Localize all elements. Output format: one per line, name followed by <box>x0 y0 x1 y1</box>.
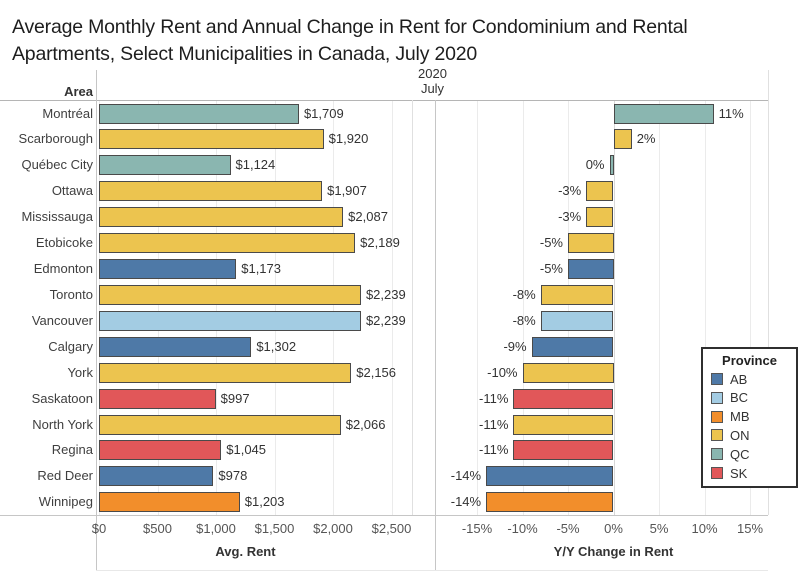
right-axis-title: Y/Y Change in Rent <box>553 544 674 559</box>
legend-swatch-sk <box>711 467 723 479</box>
row-label: Mississauga <box>21 209 93 225</box>
rent-value-label: $1,124 <box>235 157 276 173</box>
change-bar[interactable] <box>486 492 613 512</box>
legend-label: SK <box>730 465 748 481</box>
row-label: Vancouver <box>31 312 93 328</box>
change-value-label: -11% <box>479 416 509 432</box>
row-label: Edmonton <box>33 261 93 277</box>
rent-bar[interactable] <box>99 466 213 486</box>
rent-bar[interactable] <box>99 415 341 435</box>
legend-item-ab[interactable] <box>711 370 747 388</box>
row-label: York <box>67 364 93 380</box>
legend-item-on[interactable] <box>711 426 750 444</box>
row-label: Calgary <box>48 338 93 354</box>
left-axis-tick-label: $0 <box>91 521 107 536</box>
right-panel-gridline <box>477 100 478 515</box>
rent-value-label: $2,087 <box>348 209 388 225</box>
change-value-label: -5% <box>539 235 563 251</box>
row-label: Saskatoon <box>31 390 93 406</box>
change-value-label: -11% <box>479 442 509 458</box>
row-label: Québec City <box>21 157 93 173</box>
right-axis-tick-label: 0% <box>604 521 623 536</box>
legend-label: ON <box>730 427 750 443</box>
legend-swatch-bc <box>711 392 723 404</box>
legend-label: AB <box>730 371 748 387</box>
right-axis-tick-label: -10% <box>507 521 538 536</box>
rent-value-label: $1,045 <box>226 442 267 458</box>
legend-swatch-on <box>711 429 723 441</box>
row-label: Winnipeg <box>38 494 93 510</box>
left-axis-tick-label: $1,500 <box>254 521 295 536</box>
chart-title-line-2: Apartments, Select Municipalities in Canada, July 2020 <box>12 43 478 65</box>
change-value-label: 2% <box>636 131 656 147</box>
change-bar[interactable] <box>486 466 613 486</box>
right-axis-tick-label: -15% <box>461 521 493 536</box>
legend-item-mb[interactable] <box>711 408 750 426</box>
legend-title: Province <box>722 353 777 368</box>
rent-bar[interactable] <box>99 129 324 149</box>
right-axis-tick-label: 15% <box>736 521 764 536</box>
change-value-label: -14% <box>450 494 482 510</box>
rent-value-label: $2,066 <box>345 416 386 432</box>
row-label: Regina <box>51 442 93 458</box>
rent-bar[interactable] <box>99 389 216 409</box>
rent-value-label: $997 <box>220 390 250 406</box>
province-legend <box>701 347 798 488</box>
rent-value-label: $1,907 <box>327 183 367 199</box>
left-panel-gridline <box>392 100 393 515</box>
left-panel-gridline <box>333 100 334 515</box>
row-label: Toronto <box>49 286 93 302</box>
left-axis-tick-label: $2,500 <box>371 521 412 536</box>
column-header-month: July <box>420 81 445 96</box>
rent-bar[interactable] <box>99 440 221 460</box>
change-bar[interactable] <box>523 363 614 383</box>
rent-bar[interactable] <box>99 233 355 253</box>
row-label: Scarborough <box>18 131 93 147</box>
change-bar[interactable] <box>586 181 613 201</box>
rent-value-label: $1,203 <box>244 494 285 510</box>
row-label: Ottawa <box>51 183 93 199</box>
change-value-label: 11% <box>718 105 744 121</box>
change-bar[interactable] <box>532 337 614 357</box>
row-label: North York <box>32 416 93 432</box>
change-value-label: -14% <box>450 468 482 484</box>
change-bar[interactable] <box>513 415 613 435</box>
header-divider-line <box>0 100 768 101</box>
rent-bar[interactable] <box>99 259 236 279</box>
rent-bar[interactable] <box>99 492 240 512</box>
rent-value-label: $1,709 <box>303 105 344 121</box>
left-axis-tick-label: $2,000 <box>313 521 353 536</box>
rent-bar[interactable] <box>99 311 361 331</box>
legend-item-sk[interactable] <box>711 464 747 482</box>
axis-base-line <box>0 515 768 516</box>
change-value-label: -3% <box>558 209 582 225</box>
row-label: Etobicoke <box>35 235 93 251</box>
left-axis-title: Avg. Rent <box>215 544 276 559</box>
rent-bar[interactable] <box>99 207 343 227</box>
change-bar[interactable] <box>541 311 614 331</box>
right-panel-gridline <box>614 100 615 515</box>
change-bar[interactable] <box>513 389 613 409</box>
change-value-label: -8% <box>512 286 536 302</box>
rent-bar[interactable] <box>99 337 251 357</box>
left-panel-left-border <box>96 70 97 570</box>
left-panel-right-border <box>412 100 413 515</box>
change-bar[interactable] <box>586 207 613 227</box>
rent-bar[interactable] <box>99 363 351 383</box>
change-value-label: -10% <box>487 364 518 380</box>
change-value-label: -8% <box>512 312 536 328</box>
rent-bar[interactable] <box>99 181 322 201</box>
change-bar[interactable] <box>513 440 613 460</box>
rent-value-label: $2,189 <box>360 235 400 251</box>
chart-title-line-1: Average Monthly Rent and Annual Change in Rent for Condominium and Rental <box>12 16 688 38</box>
right-panel-gridline <box>659 100 660 515</box>
row-label: Red Deer <box>37 468 93 484</box>
right-axis-tick-label: 10% <box>691 521 718 536</box>
legend-label: BC <box>730 390 749 406</box>
legend-swatch-mb <box>711 411 723 423</box>
row-axis-header: Area <box>64 84 93 99</box>
right-axis-tick-label: 5% <box>649 521 669 536</box>
change-bar[interactable] <box>614 104 714 124</box>
column-header-year: 2020 <box>418 66 447 81</box>
chart-bottom-line <box>96 570 768 571</box>
rent-bar[interactable] <box>99 285 361 305</box>
rent-bar[interactable] <box>99 155 231 175</box>
legend-item-bc[interactable] <box>711 389 748 407</box>
rent-bar[interactable] <box>99 104 299 124</box>
legend-label: MB <box>730 409 750 425</box>
change-bar[interactable] <box>568 259 614 279</box>
change-bar[interactable] <box>541 285 614 305</box>
legend-swatch-ab <box>711 373 723 385</box>
rent-value-label: $978 <box>218 468 248 484</box>
change-bar[interactable] <box>610 155 614 175</box>
rent-value-label: $2,239 <box>365 312 406 328</box>
left-axis-tick-label: $1,000 <box>196 521 236 536</box>
change-value-label: -11% <box>479 390 509 406</box>
change-value-label: -3% <box>558 183 582 199</box>
right-axis-tick-label: -5% <box>556 521 580 536</box>
change-bar[interactable] <box>614 129 632 149</box>
legend-item-qc[interactable] <box>711 445 750 463</box>
rent-value-label: $1,920 <box>328 131 369 147</box>
change-value-label: -9% <box>503 338 527 354</box>
right-panel-left-border <box>435 100 436 570</box>
rent-value-label: $1,173 <box>241 261 281 277</box>
left-axis-tick-label: $500 <box>143 521 172 536</box>
rent-value-label: $2,156 <box>356 364 397 380</box>
change-value-label: 0% <box>585 157 605 173</box>
change-bar[interactable] <box>568 233 614 253</box>
row-label: Montréal <box>42 105 93 121</box>
rent-value-label: $1,302 <box>256 338 297 354</box>
rent-value-label: $2,239 <box>365 286 406 302</box>
legend-swatch-qc <box>711 448 723 460</box>
change-value-label: -5% <box>539 261 563 277</box>
legend-label: QC <box>730 446 750 462</box>
